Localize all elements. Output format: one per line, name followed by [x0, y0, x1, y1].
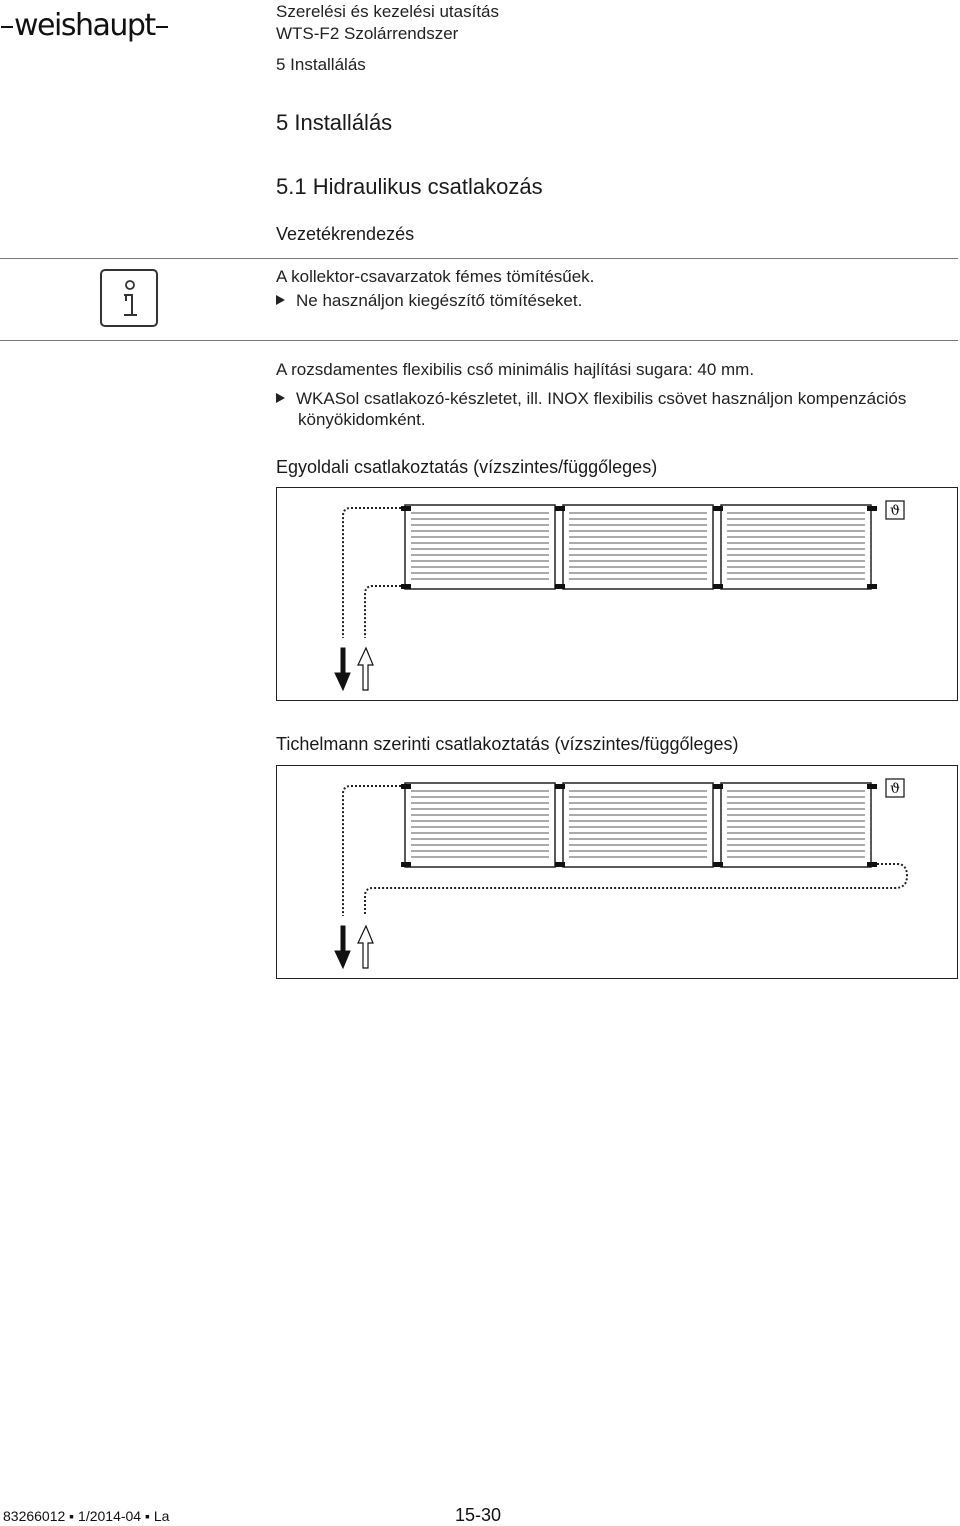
figure-1-diagram: [276, 487, 958, 701]
bullet-line-2: könyökidomként.: [298, 410, 426, 429]
figure-2-diagram: [276, 765, 958, 979]
info-line-2: Ne használjon kiegészítő tömítéseket.: [276, 291, 582, 311]
info-top-rule: [0, 258, 958, 259]
doc-subtitle: WTS-F2 Szolárrendszer: [276, 24, 459, 43]
bullet-triangle-icon: [276, 295, 285, 305]
footer-page-number: 15-30: [455, 1505, 502, 1525]
bullet-triangle-icon: [276, 393, 285, 403]
sensor-icon: ϑ: [889, 781, 901, 797]
subsection-title: Vezetékrendezés: [276, 224, 415, 244]
section-title: 5.1 Hidraulikus csatlakozás: [276, 174, 543, 199]
doc-title: Szerelési és kezelési utasítás: [276, 2, 499, 21]
info-bottom-rule: [0, 340, 958, 341]
footer-doc-number: 83266012 ▪ 1/2014-04 ▪ La: [3, 1508, 170, 1524]
bullet-line-1: WKASol csatlakozó-készletet, ill. INOX flexibilis csövet használjon kompenzációs: [276, 389, 906, 409]
figure-1-title: Egyoldali csatlakoztatás (vízszintes/függőleges): [276, 457, 658, 477]
collector-array: [405, 505, 871, 589]
info-line-1: A kollektor-csavarzatok fémes tömítésűek.: [276, 267, 595, 286]
brand-logo: weishaupt: [0, 8, 169, 43]
paragraph-bend-radius: A rozsdamentes flexibilis cső minimális hajlítási sugara: 40 mm.: [276, 360, 755, 379]
header-section: 5 Installálás: [276, 55, 366, 74]
sensor-icon: ϑ: [889, 503, 901, 519]
info-icon: [100, 269, 158, 327]
figure-2-title: Tichelmann szerinti csatlakoztatás (vízszintes/függőleges): [276, 734, 739, 754]
chapter-title: 5 Installálás: [276, 110, 393, 135]
